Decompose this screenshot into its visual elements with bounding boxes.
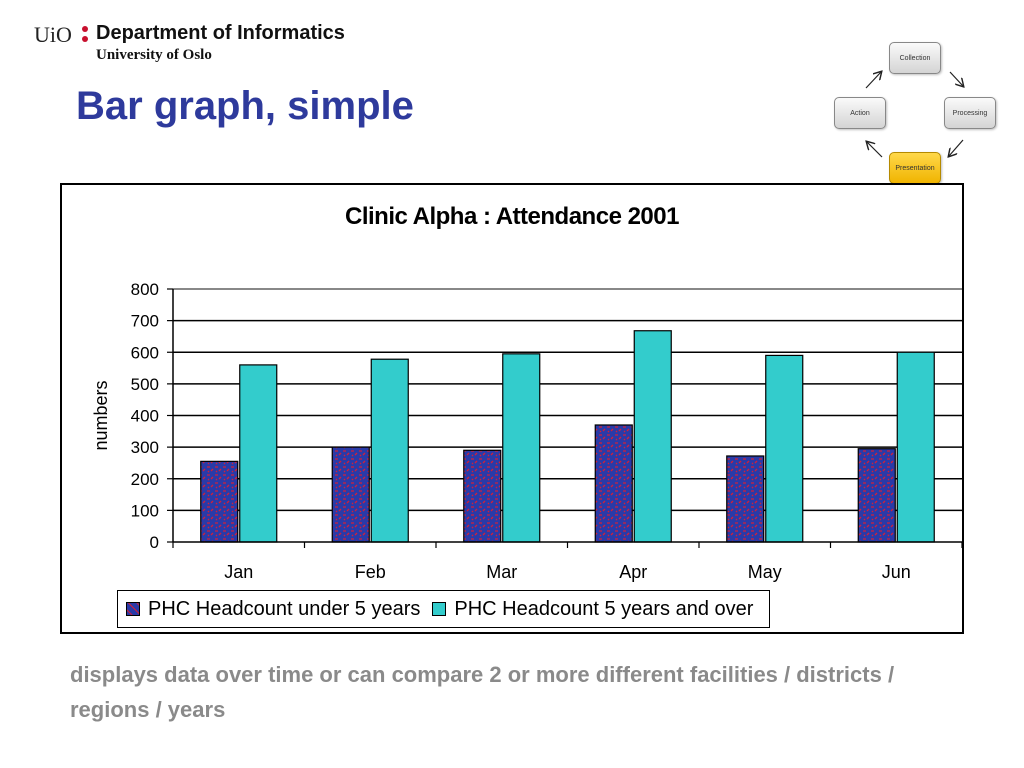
chart-frame xyxy=(60,183,964,634)
x-tick-label: Mar xyxy=(486,562,518,582)
chart-legend xyxy=(117,590,770,628)
x-tick-label: Jan xyxy=(224,562,254,582)
department-name: Department of Informatics xyxy=(96,22,345,44)
x-tick-label: Apr xyxy=(619,562,648,582)
bar-under-5-mar xyxy=(464,450,501,542)
y-tick-label: 500 xyxy=(130,374,159,394)
bar-chart xyxy=(62,185,962,632)
cycle-node-action: Action xyxy=(834,97,886,129)
bar-5-and-over-feb xyxy=(371,359,408,542)
legend-item-under-5 xyxy=(126,598,420,621)
legend-swatch-under-5 xyxy=(126,602,140,616)
y-tick-label: 700 xyxy=(130,311,159,331)
legend-label-under-5: PHC Headcount under 5 years xyxy=(148,597,421,620)
arrow-processing-to-presentation xyxy=(949,140,963,156)
y-tick-label: 100 xyxy=(130,501,159,521)
arrow-action-to-collection xyxy=(866,72,881,88)
chart-title: Clinic Alpha : Attendance 2001 xyxy=(345,203,679,230)
bar-5-and-over-may xyxy=(766,355,803,542)
y-tick-label: 200 xyxy=(130,469,159,489)
logo-mark: UiO xyxy=(34,22,72,47)
axes xyxy=(167,289,962,548)
y-tick-label: 0 xyxy=(149,533,159,552)
bar-5-and-over-apr xyxy=(634,331,671,542)
bar-under-5-jan xyxy=(201,461,238,542)
x-tick-label: May xyxy=(747,562,782,582)
bar-5-and-over-mar xyxy=(503,354,540,542)
cycle-node-processing: Processing xyxy=(944,97,996,129)
bar-under-5-jun xyxy=(858,449,895,542)
cycle-node-collection: Collection xyxy=(889,42,941,74)
bar-5-and-over-jun xyxy=(897,352,934,542)
y-tick-label: 400 xyxy=(130,406,159,426)
x-tick-label: Feb xyxy=(354,562,386,582)
legend-item-5-and-over xyxy=(432,598,753,621)
slide-title: Bar graph, simple xyxy=(76,84,414,128)
slide-caption: displays data over time or can compare 2 or more different facilities / districts / regions / years xyxy=(70,662,895,722)
legend-swatch-5-and-over xyxy=(432,602,446,616)
x-tick-label: Jun xyxy=(881,562,911,582)
bar-under-5-apr xyxy=(595,425,632,542)
university-name: University of Oslo xyxy=(96,47,212,63)
gridlines xyxy=(173,289,962,510)
cycle-node-presentation: Presentation xyxy=(889,152,941,184)
arrow-presentation-to-action xyxy=(867,142,882,157)
legend-label-5-and-over: PHC Headcount 5 years and over xyxy=(454,597,754,620)
arrow-collection-to-processing xyxy=(950,72,963,86)
y-tick-label: 300 xyxy=(130,438,159,458)
y-axis-label: numbers xyxy=(91,380,111,451)
y-tick-label: 800 xyxy=(130,280,159,299)
bar-under-5-may xyxy=(727,456,764,542)
y-tick-label: 600 xyxy=(130,343,159,363)
bar-5-and-over-jan xyxy=(240,365,277,542)
bar-under-5-feb xyxy=(332,447,369,542)
